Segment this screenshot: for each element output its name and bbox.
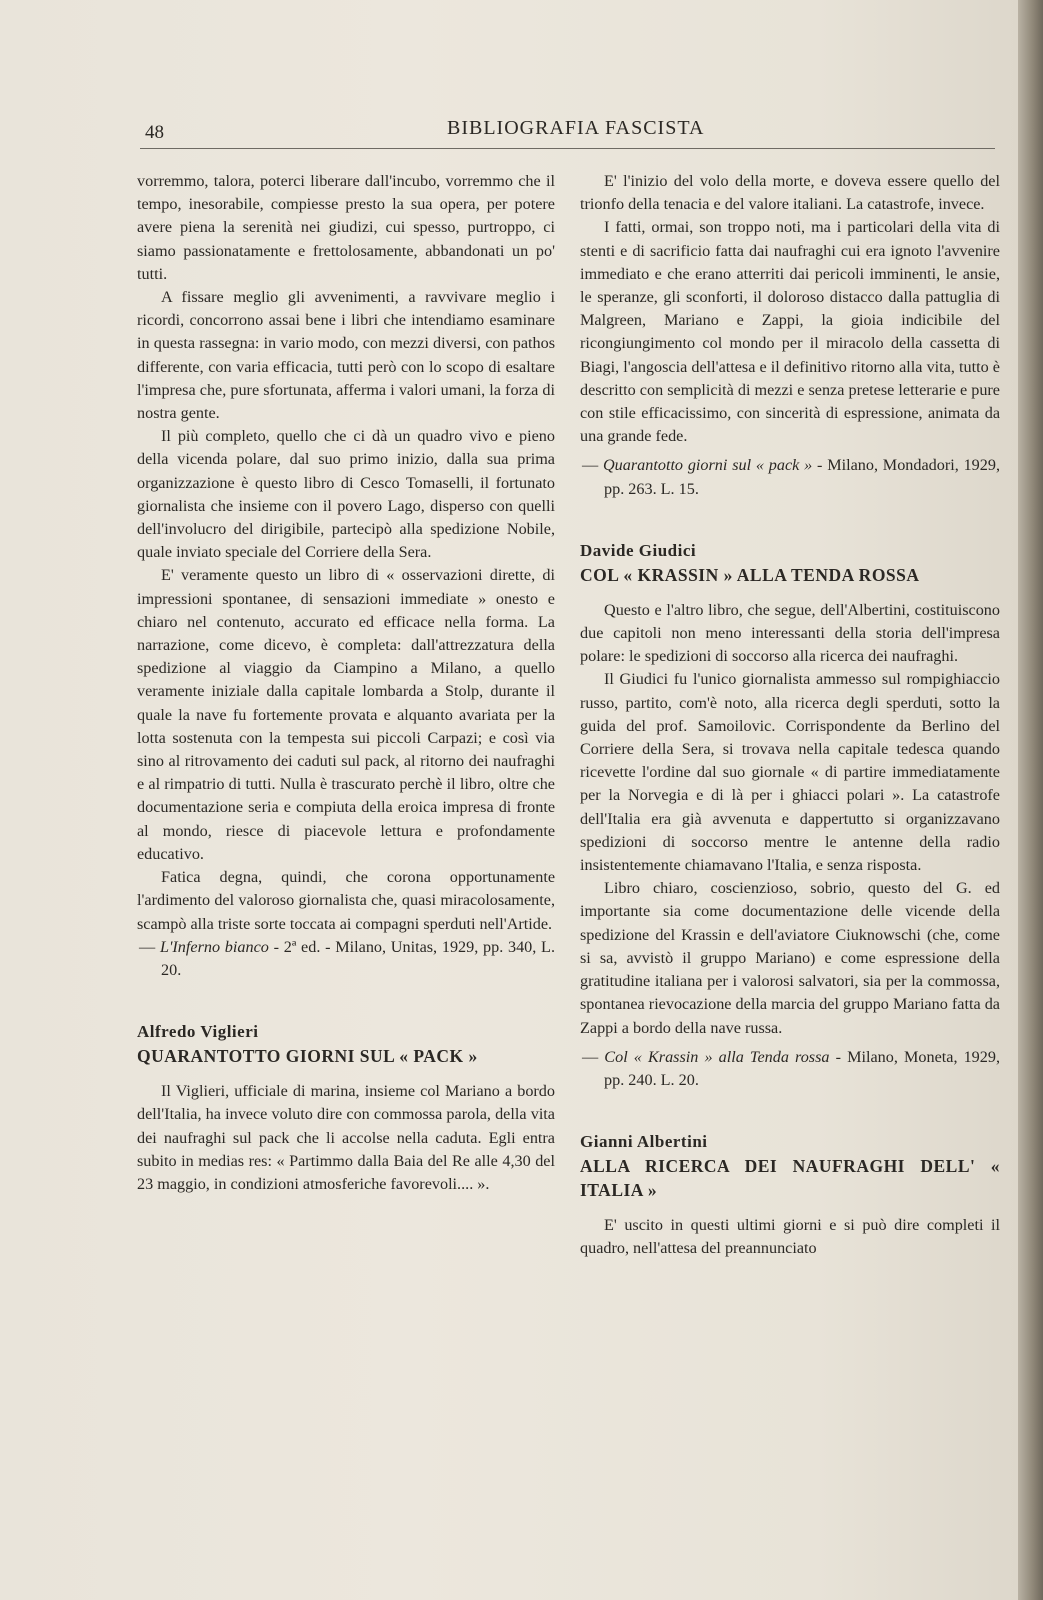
paragraph: Il Viglieri, ufficiale di marina, insieme col Mariano a bordo dell'Italia, ha invece voluto dire con commossa parola, della vita dei naufraghi sul pack che li accolse nella caduta. Egli entra subito in medias res: « Partimmo dalla Baia del Re alle 4,30 del 23 maggio, in condizioni atmosferiche favorevoli.... ». — [137, 1082, 555, 1193]
paragraph: Questo e l'altro libro, che segue, dell'Albertini, costituiscono due capitoli non meno interessanti della storia dell'impresa polare: le spedizioni di soccorso alla ricerca dei naufraghi. — [580, 600, 1000, 666]
citation-title: Col « Krassin » alla Tenda rossa — [604, 1047, 830, 1066]
citation-details: - Milano, Mondadori, 1929, pp. 263. L. 15. — [604, 456, 1000, 498]
left-column — [137, 170, 555, 1196]
review-heading — [580, 539, 1000, 587]
review-book-title: COL « KRASSIN » ALLA TENDA ROSSA — [580, 564, 920, 585]
citation-details: - 2ª ed. - Milano, Unitas, 1929, pp. 340, L. 20. — [161, 937, 555, 979]
citation-title: Quarantotto giorni sul « pack » — [602, 456, 813, 475]
right-column — [580, 170, 1000, 1261]
review-author: Davide Giudici — [580, 540, 697, 560]
page-header — [140, 112, 995, 149]
review-book-title: QUARANTOTTO GIORNI SUL « PACK » — [137, 1046, 478, 1067]
citation-details: - Milano, Moneta, 1929, pp. 240. L. 20. — [604, 1047, 1001, 1089]
paragraph: E' uscito in questi ultimi giorni e si può dire completi il quadro, nell'attesa del preannunciato — [580, 1216, 1000, 1258]
review-book-title: ALLA RICERCA DEI NAUFRAGHI DELL' « ITALIA » — [580, 1156, 1000, 1201]
page-number: 48 — [145, 122, 164, 143]
paragraph: A fissare meglio gli avvenimenti, a ravvivare meglio i ricordi, concorrono assai bene i libri che intendiamo esaminare in questa rassegna: in vario modo, con mezzi diversi, con pathos differente, con varia efficacia, tutti però con lo scopo di esaltare l'impresa che, pure sfortunata, afferma i valori umani, la forza di nostra gente. — [137, 288, 555, 423]
paragraph: Libro chiaro, coscienzioso, sobrio, questo del G. ed importante sia come documentazione delle vicende della spedizione del Krassin e dell'aviatore Ciuknowschi (che, come si sa, avvistò il gruppo Mariano) e come espressione della gratitudine italiana per i valorosi salvatori, sia per la commossa, spontanea rievocazione della marcia del gruppo Mariano fatta da Zappi a bordo della nave russa. — [580, 879, 1000, 1037]
book-page-edge — [1018, 0, 1043, 1600]
paragraph: vorremmo, talora, poterci liberare dall'incubo, vorremmo che il tempo, inesorabile, compiesse presto la sua opera, per potere avere piena la serenità nei giudizi, cui spesso, purtroppo, ci siamo passionatamente e frettolosamente, abbandonati un po' tutti. — [137, 172, 555, 283]
paragraph: I fatti, ormai, son troppo noti, ma i particolari della vita di stenti e di sacrificio fatta dai naufraghi cui era ignoto l'avvenire immediato e che erano atterriti dai pericoli imminenti, le ansie, le speranze, gli sconforti, il doloroso distacco dalla pattuglia di Malgreen, Mariano e Zappi, la gioia indicibile del ricongiungimento col mondo per il miracolo della cassetta di Biagi, l'angoscia dell'attesa e il definitivo ritorno alla vita, tutto è descritto con semplicità di mezzi e senza pretese letterarie e pure con stile efficacissimo, con sincerità di espressione, animata da una grande fede. — [580, 218, 1000, 446]
review-author: Alfredo Viglieri — [137, 1022, 259, 1042]
book-citation: — Quarantotto giorni sul « pack » - Milano, Mondadori, 1929, pp. 263. L. 15. — [582, 456, 1000, 498]
running-title: BIBLIOGRAFIA FASCISTA — [447, 117, 705, 139]
citation-title: L'Inferno bianco — [159, 937, 269, 956]
book-citation: — L'Inferno bianco - 2ª ed. - Milano, Unitas, 1929, pp. 340, L. 20. — [139, 937, 555, 979]
paragraph: Il Giudici fu l'unico giornalista ammesso sul rompighiaccio russo, partito, com'è noto, alla ricerca degli sperduti, sotto la guida del prof. Samoilovic. Corrispondente da Berlino del Corriere della Sera, si trovava nella capitale tedesca quando ricevette l'ordine dal suo giornale « di partire immediatamente per la Norvegia e di là per i ghiacci polari ». La catastrofe dell'Italia era già avvenuta e dappertutto si organizzavano spedizioni di soccorso mentre le antenne della radio insistentemente chiamavano l'Italia, e senza risposta. — [580, 670, 1000, 875]
review-heading — [137, 1020, 555, 1068]
paragraph: Fatica degna, quindi, che corona opportunamente l'ardimento del valoroso giornalista che, quasi miracolosamente, scampò alla triste sorte toccata ai compagni sperduti nell'Artide. — [137, 868, 555, 933]
review-heading — [580, 1130, 1000, 1202]
review-author: Gianni Albertini — [580, 1132, 708, 1152]
book-citation: — Col « Krassin » alla Tenda rossa - Milano, Moneta, 1929, pp. 240. L. 20. — [582, 1047, 1001, 1089]
paragraph: Il più completo, quello che ci dà un quadro vivo e pieno della vicenda polare, dal suo primo inizio, dalla sua prima organizzazione è questo libro di Cesco Tomaselli, il fortunato giornalista che insieme con il povero Lago, disperso con quelli dell'involucro del dirigibile, partecipò alla spedizione Nobile, quale inviato speciale del Corriere della Sera. — [137, 427, 555, 562]
paragraph: E' l'inizio del volo della morte, e doveva essere quello del trionfo della tenacia e del valore italiani. La catastrofe, invece. — [580, 172, 1000, 214]
paragraph: E' veramente questo un libro di « osservazioni dirette, di impressioni spontanee, di sensazioni immediate » onesto e chiaro nel contenuto, accurato ed efficace nella forma. La narrazione, come dicevo, è completa: dall'attrezzatura della spedizione al viaggio da Ciampino a Milano, a quello veramente iniziale dalla capitale lombarda a Stolp, durante il quale la nave fu fortemente provata e alquanto avariata per la lotta sostenuta con la tempesta sui piccoli Carpazi; e così via sino al ritrovamento dei caduti sul pack, al ritorno dei naufraghi e al rimpatrio di tutti. Nulla è trascurato perchè il libro, oltre che documentazione seria e compiuta della eroica impresa di fronte al mondo, riesce di piacevole lettura e profondamente educativo. — [137, 566, 555, 863]
